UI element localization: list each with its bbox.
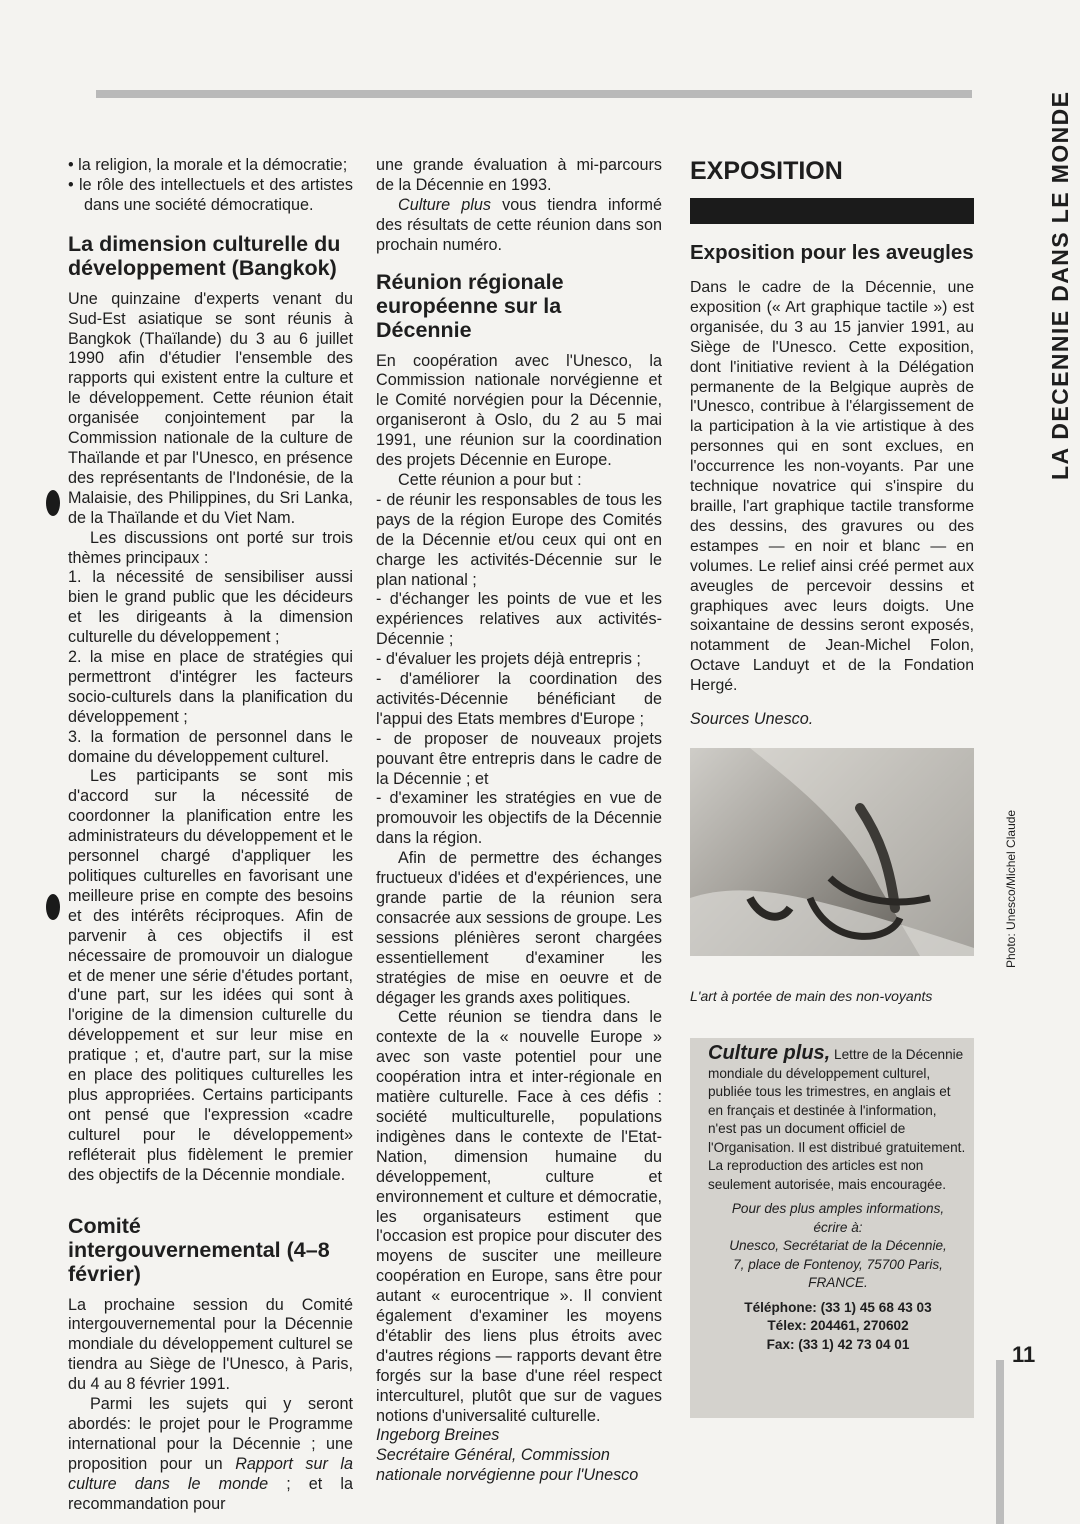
column-2 [376, 156, 662, 1486]
photo-credit: Photo: Unesco/Michel Claude [1004, 809, 1018, 968]
address-line: Unesco, Secrétariat de la Décennie, [729, 1238, 947, 1253]
text: ; et la recommandation pour [68, 1474, 353, 1513]
dash-item: - d'examiner les stratégies en vue de promouvoir les objectifs de la Décennie dans la région. [376, 789, 662, 848]
numbered-item: 1. la nécessité de sensibiliser aussi bien le grand public que les décideurs et les dirigeants à la dimension culturelle du développement ; [68, 568, 353, 647]
text: vous tiendra informé des résultats de cette réunion dans son prochain numéro. [376, 195, 662, 254]
photo-illustration [690, 748, 974, 956]
photo-hand-braille [690, 748, 974, 956]
paragraph: La prochaine session du Comité intergouvernemental pour la Décennie mondiale du développement culturel se tiendra au Siège de l'Unesco, à Paris, du 4 au 8 février 1991. [68, 1295, 353, 1394]
page-bar [996, 1360, 1004, 1524]
bullet-item: • la religion, la morale et la démocratie; [68, 156, 348, 174]
column-3 [690, 156, 974, 730]
numbered-item: 3. la formation de personnel dans le domaine du développement culturel. [68, 727, 353, 766]
dash-item: - d'évaluer les projets déjà entrepris ; [376, 650, 641, 669]
dash-item: - d'échanger les points de vue et les expériences relatives aux activités-Décennie ; [376, 590, 662, 649]
address-line: FRANCE. [808, 1275, 868, 1290]
heading-bangkok: La dimension culturelle du développement (Bangkok) [68, 231, 341, 280]
paragraph: Une quinzaine d'experts venant du Sud-Est asiatique se sont réunis à Bangkok (Thaïlande) du 3 au 6 juillet 1990 afin d'étudier l'ensemble des rapports qui existent entre la culture et le développement. Cette réunion était organisée conjointement par la Commission nationale de la culture de Thaïlande et par l'Unesco, en présence des représentants de l'Indonésie, de la Malaisie, des Philippines, du Sri Lanka, de la Thaïlande et du Viet Nam. [68, 289, 353, 527]
bullet-item: • le rôle des intellectuels et des artistes dans une société démocratique. [68, 175, 353, 214]
section-bar [690, 198, 974, 224]
dash-item: - d'améliorer la coordination des activités-Décennie bénéficiant de l'appui des Etats membres d'Europe ; [376, 670, 662, 728]
culture-plus-info-box [690, 1038, 974, 1418]
heading-reunion: Réunion régionale européenne sur la Décennie [376, 269, 564, 342]
info-text: Lettre de la Décennie mondiale du développement culturel, publiée tous les trimestres, en anglais et en français et destinée à l'information, n'est pas un document officiel de l'Organisation. Il est distribué gratuitement. La reproduction des articles est non seulement autorisée, mais encouragée. [708, 1047, 966, 1192]
paragraph: Les participants se sont mis d'accord sur la nécessité de coordonner la planification entre les administrateurs du développement et le personnel chargé d'appliquer les politiques culturelles en favorisant une meilleure prise en compte des besoins et des intérêts réciproques. Afin de parvenir à ces objectifs il est nécessaire de promouvoir un dialogue et de mener une série d'études portant, d'une part, sur les idées qui sont à l'origine de la dimension culturelle du développement et sur leur mise en pratique ; et, d'autre part, sur la mise en place des politiques culturelles les plus appropriées. Certains participants ont pensé que l'expression «cadre culturel pour le développement» refléterait plus fidèlement le premier des objectifs de la Décennie mondiale. [68, 767, 353, 1184]
side-title: LA DECENNIE DANS LE MONDE [1047, 90, 1073, 480]
dash-item: - de réunir les responsables de tous les pays de la région Europe des Comités de la Décennie et/ou ceux qui ont en charge les activités-Décennie sur le plan national ; [376, 490, 662, 589]
heading-exposition: Exposition pour les aveugles [690, 241, 974, 264]
punch-hole [46, 490, 60, 516]
paragraph: Dans le cadre de la Décennie, une exposition (« Art graphique tactile ») est organisée, du 3 au 15 janvier 1991, au Siège de l'Unesco. Cette exposition, dont l'initiative revient à la Délégation permanente de la Belgique auprès de l'Unesco, contribue à l'élargissement de la participation à la vie artistique à des personnes qui en sont exclues, en l'occurrence les non-voyants. Par une technique novatrice qui s'inspire du braille, l'art graphique tactile transforme des dessins, des gravures ou des estampes — en noir et blanc — en volumes. Le relief ainsi créé permet aux aveugles de percevoir dessins et graphiques avec leurs doigts. Une soixantaine de dessins seront exposés, notamment de Jean-Michel Folon, Octave Landuyt et de la Fondation Hergé. [690, 279, 974, 695]
numbered-item: 2. la mise en place de stratégies qui permettront d'intégrer les facteurs socio-culturels dans la planification du développement ; [68, 648, 353, 726]
page-number: 11 [1012, 1342, 1036, 1367]
heading-comite: Comité intergouvernemental (4–8 février) [68, 1213, 330, 1286]
paragraph [376, 196, 662, 256]
info-write: écrire à: [813, 1219, 863, 1235]
source-note: Sources Unesco. [690, 710, 814, 729]
info-more: Pour des plus amples informations, [731, 1201, 945, 1216]
paragraph: Afin de permettre des échanges fructueux d'idées et d'expériences, une grande partie de la réunion sera consacrée aux sessions de groupe. Les sessions plénières seront chargées essentiellement d'examiner les stratégies de mise en oeuvre et de dégager les grands axes politiques. [376, 849, 662, 1007]
publication-name: Culture plus [398, 195, 491, 214]
paragraph: Les discussions ont porté sur trois thèmes principaux : [68, 528, 353, 567]
signature-name: Ingeborg Breines [376, 1426, 500, 1445]
address-line: 7, place de Fontenoy, 75700 Paris, [733, 1256, 943, 1272]
report-title: Rapport sur la culture dans le monde [68, 1454, 353, 1493]
info-intro [708, 1044, 968, 1194]
paragraph: Cette réunion se tiendra dans le contexte de la « nouvelle Europe » avec son vaste potentiel pour une coopération intra et inter-régionale en matière culturelle. Face à ces défis : société multiculturelle, populations indigènes dans le contexte de l'Etat-Nation, dimension humaine du développement, culture et environnement et culture et démocratie, les organisateurs estiment que l'occasion est propice pour discuter des moyens de susciter une meilleure coopération en Europe, sans être pour autant « eurocentrique ». Il convient également d'examiner les moyens d'établir des liens plus étroits avec d'autres régions — rapports devant être forgés sur la base d'une réel respect interculturel, plutôt que sur de vagues notions d'universalité culturelle. [376, 1008, 662, 1425]
paragraph: Cette réunion a pour but : [398, 470, 582, 489]
text: Parmi les sujets qui y seront abordés: le projet pour le Programme international pour la Décennie ; une proposition pour un [68, 1395, 353, 1473]
paragraph: une grande évaluation à mi-parcours de la Décennie en 1993. [376, 156, 662, 194]
telex: Télex: 204461, 270602 [767, 1318, 909, 1333]
dash-item: - de proposer de nouveaux projets pouvant être entrepris dans le cadre de la Décennie ; et [376, 729, 662, 788]
top-rule [96, 90, 972, 98]
fax: Fax: (33 1) 42 73 04 01 [766, 1336, 910, 1352]
phone: Téléphone: (33 1) 45 68 43 03 [744, 1299, 932, 1315]
section-title: EXPOSITION [690, 157, 843, 185]
photo-caption: L'art à portée de main des non-voyants [690, 988, 933, 1004]
signature-title: Secrétaire Général, Commission nationale norvégienne pour l'Unesco [376, 1446, 639, 1485]
punch-hole [46, 894, 60, 920]
paragraph [68, 1395, 353, 1514]
info-title: Culture plus, [708, 1042, 831, 1064]
column-1 [68, 156, 353, 1514]
paragraph: En coopération avec l'Unesco, la Commission nationale norvégienne et le Comité norvégien pour la Décennie, organiseront à Oslo, du 2 au 5 mai 1991, une réunion sur la coordination des projets Décennie en Europe. [376, 351, 662, 470]
